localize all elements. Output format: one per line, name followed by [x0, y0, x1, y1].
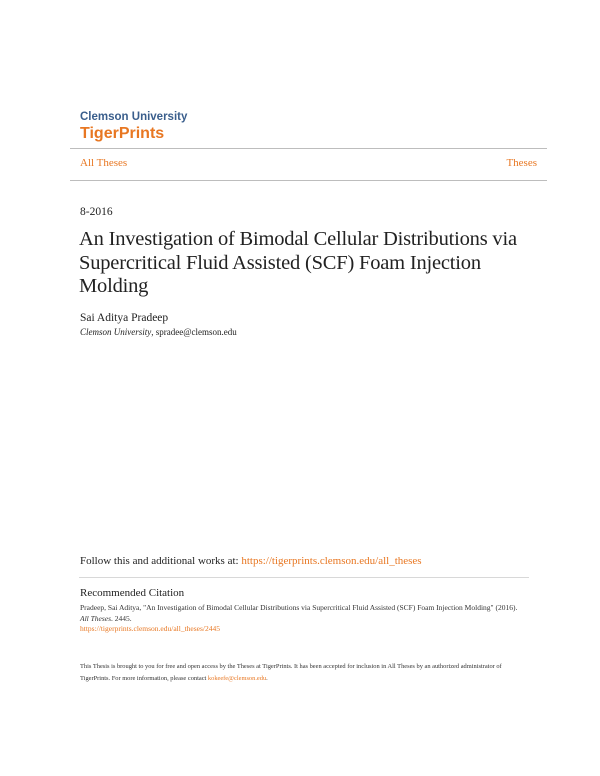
- top-divider: [70, 148, 547, 149]
- repository-brand: [80, 110, 187, 144]
- document-title: An Investigation of Bimodal Cellular Distributions via Supercritical Fluid Assisted (SCF) Foam Injection Molding: [79, 228, 517, 297]
- access-notice-end: .: [266, 674, 268, 682]
- nav-link-all-theses[interactable]: All Theses: [80, 157, 128, 169]
- citation-divider: [79, 577, 529, 578]
- publication-date: 8-2016: [80, 206, 113, 218]
- citation-text: Pradeep, Sai Aditya, "An Investigation of Bimodal Cellular Distributions via Supercritical Fluid Assisted (SCF) Foam Injection Molding" (2016).: [80, 603, 518, 612]
- access-notice: [80, 661, 530, 684]
- citation-block: [80, 603, 520, 635]
- follow-prefix: Follow this and additional works at:: [80, 555, 242, 567]
- nav-divider: [70, 180, 547, 181]
- affiliation-institution: Clemson University: [80, 327, 152, 337]
- recommended-citation-heading: Recommended Citation: [80, 587, 185, 599]
- follow-link[interactable]: https://tigerprints.clemson.edu/all_theses: [241, 555, 422, 567]
- university-name: Clemson University: [80, 111, 188, 123]
- contact-email-link[interactable]: kokeefe@clemson.edu: [207, 674, 267, 682]
- repository-logo-text[interactable]: TigerPrints: [80, 125, 165, 142]
- author-name: Sai Aditya Pradeep: [80, 312, 169, 324]
- citation-series: All Theses: [80, 613, 112, 623]
- author-affiliation: [80, 327, 237, 337]
- citation-link[interactable]: https://tigerprints.clemson.edu/all_theses/2445: [80, 624, 220, 633]
- nav-link-theses[interactable]: Theses: [506, 157, 537, 169]
- access-notice-text: This Thesis is brought to you for free and open access by the Theses at TigerPrints. It has been accepted for inclusion in All Theses by an authorized administrator of TigerPrints. For more information, please contact: [80, 663, 502, 682]
- citation-number: . 2445.: [111, 613, 132, 623]
- affiliation-email: , spradee@clemson.edu: [151, 327, 237, 337]
- follow-line: [80, 555, 422, 567]
